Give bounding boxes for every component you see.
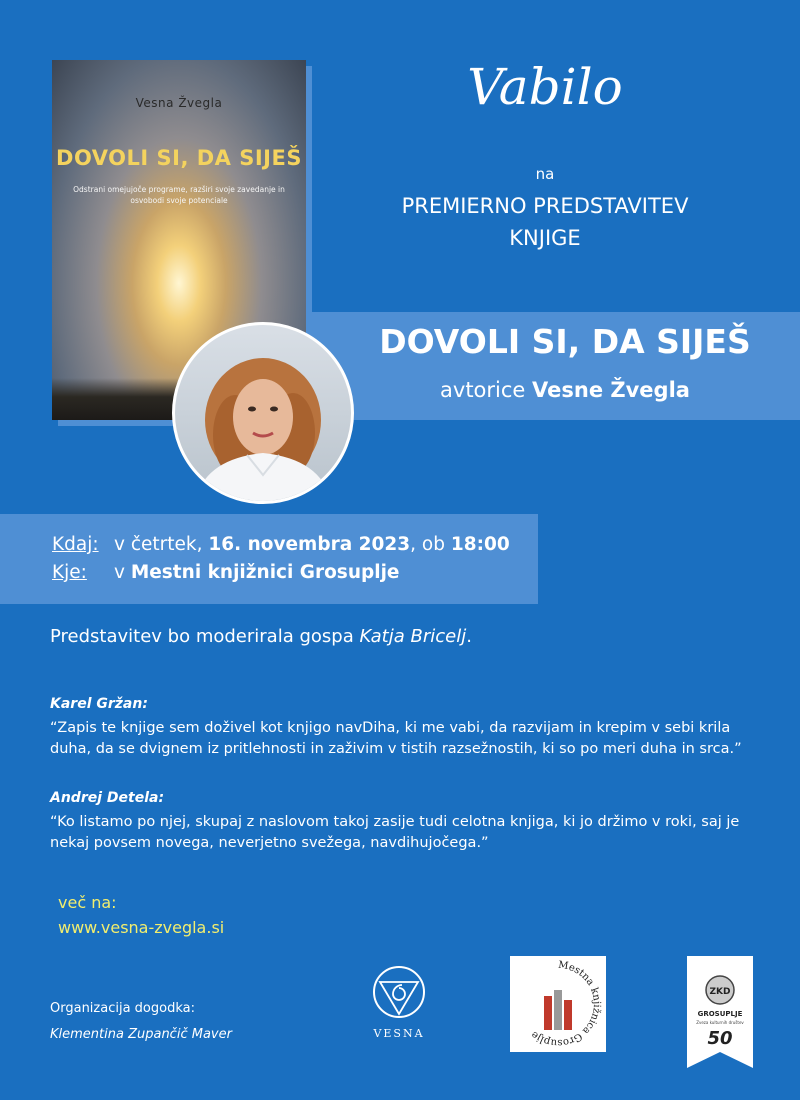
- library-logo-text: Mestna knjižnica Grosuplje: [529, 959, 602, 1049]
- library-logo: [510, 956, 606, 1052]
- moderator-text: Predstavitev bo moderirala gospa: [50, 626, 360, 647]
- zkd-name: GROSUPLJE: [697, 1010, 743, 1018]
- zkd-subtitle: Zveza kulturnih društev: [696, 1020, 744, 1025]
- when-pre: v četrtek,: [114, 534, 209, 555]
- where-pre: v: [114, 562, 131, 583]
- premiere-heading: [350, 190, 740, 254]
- organizer-label: Organizacija dogodka:: [50, 1001, 195, 1016]
- premiere-line-2: KNJIGE: [509, 226, 581, 250]
- na-label: na: [535, 165, 555, 183]
- quote-text: “Ko listamo po njej, skupaj z naslovom takoj zasije tudi celotna knjiga, ki jo držimo v roki, saj je nekaj povsem novega, neverjetno svežega, navdihujočega.”: [50, 814, 740, 851]
- where-place: Mestni knjižnici Grosuplje: [130, 562, 400, 583]
- more-label: več na:: [58, 893, 117, 912]
- when-date: 16. novembra 2023: [208, 534, 411, 555]
- info-band: [0, 514, 538, 604]
- website-link[interactable]: www.vesna-zvegla.si: [58, 918, 225, 937]
- vesna-logo-icon: [366, 962, 432, 1026]
- author-portrait: [172, 322, 354, 504]
- cover-author: Vesna Žvegla: [135, 96, 223, 110]
- quote-text: “Zapis te knjige sem doživel kot knjigo navDiha, ki me vabi, da razvijam in krepim v sebi krila duha, da se dvignem iz pritlehnosti in zaživim v tistih razsežnostih, ki so po meri duha in srca.”: [50, 720, 742, 757]
- moderator-end: .: [466, 626, 472, 647]
- portrait-illustration: [175, 325, 351, 501]
- zkd-mark: ZKD: [709, 987, 731, 997]
- author-prefix: avtorice: [440, 378, 533, 402]
- event-when: [52, 534, 510, 555]
- when-time: 18:00: [450, 534, 510, 555]
- event-where: [52, 562, 399, 583]
- zkd-logo: [687, 956, 753, 1068]
- where-label: Kje:: [52, 562, 87, 583]
- author-name: Vesne Žvegla: [532, 378, 690, 402]
- zkd-number: 50: [707, 1028, 733, 1049]
- quote-author: Karel Gržan:: [50, 696, 148, 712]
- invitation-script-title: Vabilo: [467, 58, 623, 116]
- quote-author: Andrej Detela:: [50, 790, 165, 806]
- when-label: Kdaj:: [52, 534, 99, 555]
- vesna-logo-text: VESNA: [373, 1027, 425, 1040]
- moderator-name: Katja Bricelj: [359, 626, 467, 647]
- organizer-name: Klementina Zupančič Maver: [50, 1027, 232, 1042]
- author-line: [340, 378, 790, 402]
- cover-subtitle: Odstrani omejujoče programe, razširi svoje zavedanje in osvobodi svoje potenciale: [73, 185, 285, 205]
- moderator-line: [50, 626, 472, 647]
- premiere-line-1: PREMIERNO PREDSTAVITEV: [401, 194, 689, 218]
- when-mid: , ob: [410, 534, 451, 555]
- book-title: DOVOLI SI, DA SIJEŠ: [379, 322, 751, 361]
- cover-title: DOVOLI SI, DA SIJEŠ: [56, 146, 302, 170]
